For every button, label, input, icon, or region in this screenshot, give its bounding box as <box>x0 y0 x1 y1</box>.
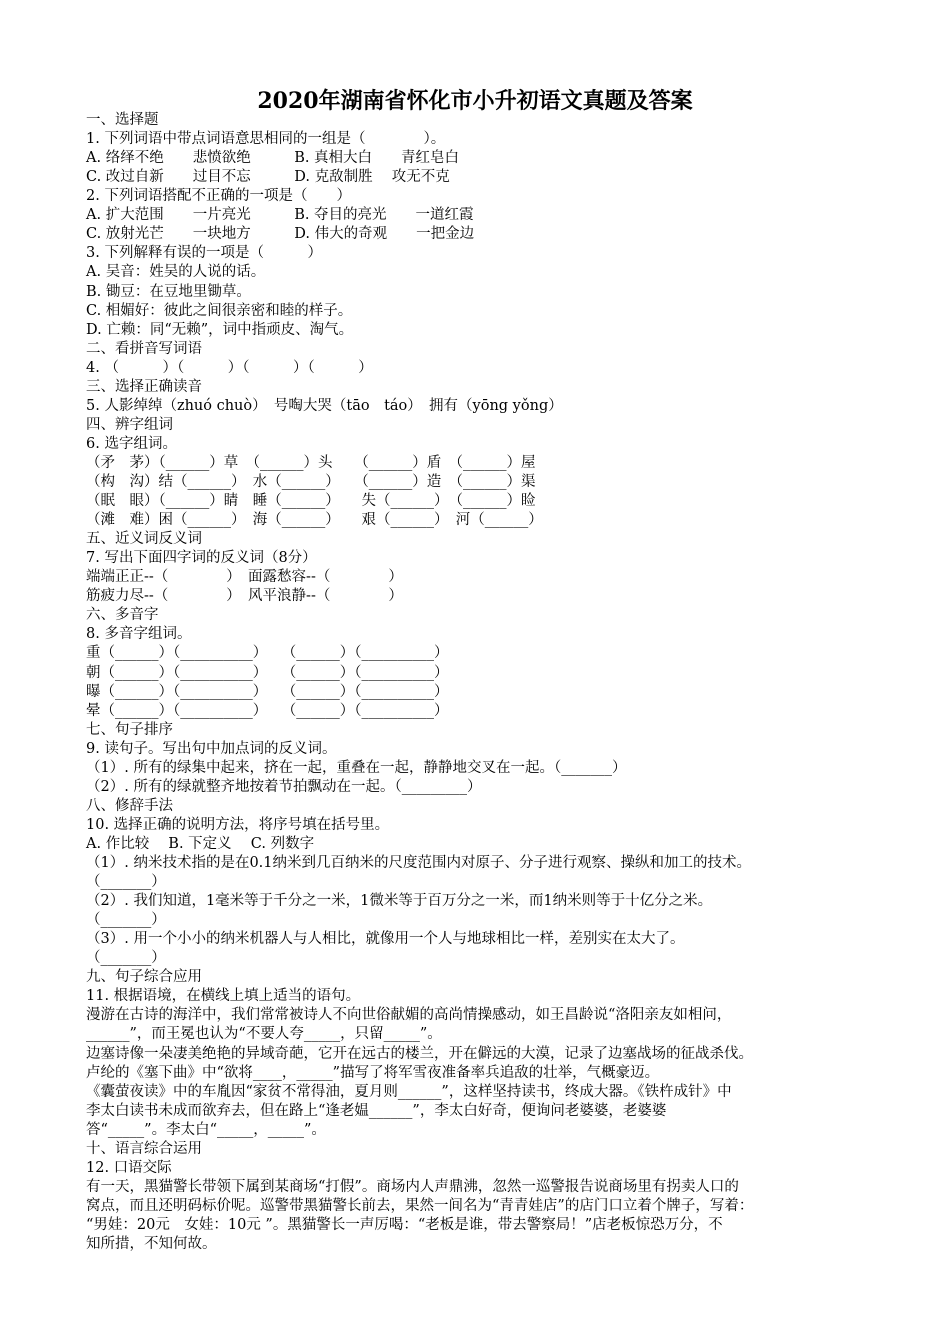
page-title: 2020年湖南省怀化市小升初语文真题及答案 <box>257 88 693 114</box>
text-line: ______”，而王冕也认为“不要人夸_____，只留_____”。 <box>86 1026 442 1043</box>
text-line: （_______） <box>86 950 166 967</box>
text-line: （2）. 所有的绿就整齐地按着节拍飘动在一起。（_________） <box>86 778 482 795</box>
text-line: C. 相媚好：彼此之间很亲密和睦的样子。 <box>86 302 353 319</box>
text-line: 2. 下列词语搭配不正确的一项是（ ） <box>86 188 351 205</box>
text-line: 晕（______）（__________） （______）（__________） <box>86 702 449 719</box>
text-line: 八、修辞手法 <box>86 797 173 814</box>
text-line: （2）. 我们知道，1毫米等于千分之一米，1微米等于百万分之一米，而1纳米则等于十亿分之米。 <box>86 893 713 910</box>
text-line: 李太白读书未成而欲弃去，但在路上“逢老媪______”，李太白好奇，便询问老婆婆，老婆婆 <box>86 1102 667 1119</box>
text-line: 筋疲力尽--（ ） 风平浪静--（ ） <box>86 588 403 605</box>
text-line: 漫游在古诗的海洋中，我们常常被诗人不向世俗献媚的高尚情操感动，如王昌龄说“洛阳亲友如相问， <box>86 1007 732 1024</box>
text-line: 三、选择正确读音 <box>86 378 202 395</box>
text-line: （滩 难）困（______） 海（______） 艰（______） 河（______） <box>86 512 543 529</box>
text-line: （_______） <box>86 912 166 929</box>
text-line: 朝（______）（__________） （______）（__________） <box>86 664 449 681</box>
text-line: B. 锄豆：在豆地里锄草。 <box>86 283 251 300</box>
text-line: 二、看拼音写词语 <box>86 340 202 357</box>
text-line: D. 亡赖：同“无赖”，词中指顽皮、淘气。 <box>86 321 354 338</box>
text-line: 8. 多音字组词。 <box>86 626 192 643</box>
text-line: （眠 眼）（______）睛 睡（______） 失（______） （______）睑 <box>86 493 536 509</box>
text-line: 7. 写出下面四字词的反义词（8分） <box>86 550 317 567</box>
text-line: 曝（______）（__________） （______）（__________） <box>86 683 449 700</box>
text-line: 知所措，不知何故。 <box>86 1236 217 1252</box>
text-line: C. 放射光芒 一块地方 D. 伟大的奇观 一把金边 <box>86 226 475 243</box>
text-line: （3）. 用一个小小的纳米机器人与人相比，就像用一个人与地球相比一样，差别实在太大了。 <box>86 931 685 948</box>
text-line: 七、句子排序 <box>86 721 173 738</box>
text-line: 一、选择题 <box>86 112 159 128</box>
text-line: 四、辨字组词 <box>86 416 173 433</box>
text-line: 《囊萤夜读》中的车胤因“家贫不常得油，夏月则______”，这样坚持读书，终成大器。《铁杵成针》中 <box>86 1083 732 1100</box>
text-line: 10. 选择正确的说明方法，将序号填在括号里。 <box>86 816 390 833</box>
text-line: 边塞诗像一朵凄美绝艳的异域奇葩，它开在远古的楼兰，开在僻远的大漠，记录了边塞战场的征战杀伐。 <box>86 1045 753 1062</box>
text-line: 有一天，黑猫警长带领下属到某商场“打假”。商场内人声鼎沸，忽然一巡警报告说商场里有拐卖人口的 <box>86 1178 739 1195</box>
text-line: 窝点，而且还明码标价呢。巡警带黑猫警长前去，果然一间名为“青青娃店”的店门口立着个牌子，写着： <box>86 1197 754 1214</box>
text-line: 答“_____”。李太白“_____，_____”。 <box>86 1121 326 1138</box>
text-line: A. 作比较 B. 下定义 C. 列数字 <box>86 835 315 852</box>
text-line: A. 扩大范围 一片亮光 B. 夺目的亮光 一道红霞 <box>86 207 474 224</box>
text-line: 9. 读句子。写出句中加点词的反义词。 <box>86 740 337 757</box>
text-line: 五、近义词反义词 <box>86 531 202 548</box>
text-line: A. 吴音：姓吴的人说的话。 <box>86 264 266 281</box>
text-line: A. 络绎不绝 悲愤欲绝 B. 真相大白 青红皂白 <box>86 150 460 167</box>
text-line: （_______） <box>86 874 166 890</box>
text-line: 3. 下列解释有误的一项是（ ） <box>86 245 322 262</box>
text-line: 1. 下列词语中带点词语意思相同的一组是（ ）。 <box>86 131 446 148</box>
text-line: C. 改过自新 过目不忘 D. 克敌制胜 攻无不克 <box>86 169 450 186</box>
text-line: （构 沟）结（______） 水（______） （______）造 （______）渠 <box>86 473 536 490</box>
text-line: 九、句子综合应用 <box>86 969 202 986</box>
text-line: 卢纶的《塞下曲》中“欲将____，_____”描写了将军雪夜准备率兵追敌的壮举，气概豪迈。 <box>86 1064 660 1081</box>
text-line: 六、多音字 <box>86 607 159 624</box>
text-line: 5. 人影绰绰（zhuó chuò） 号啕大哭（tāo táo） 拥有（yōng yǒng） <box>86 397 563 414</box>
text-line: 12. 口语交际 <box>86 1159 172 1176</box>
text-line: 11. 根据语境，在横线上填上适当的语句。 <box>86 988 361 1005</box>
text-line: （矛 茅）（______）草 （______）头 （______）盾 （______）屋 <box>86 454 536 471</box>
text-line: 重（______）（__________） （______）（__________） <box>86 645 449 662</box>
text-line: 十、语言综合运用 <box>86 1140 202 1157</box>
text-line: （1）. 所有的绿集中起来，挤在一起，重叠在一起，静静地交叉在一起。（_______） <box>86 759 627 776</box>
text-line: （1）. 纳米技术指的是在0.1纳米到几百纳米的尺度范围内对原子、分子进行观察、操纵和加工的技术。 <box>86 855 751 871</box>
text-line: 4. （ ）（ ）（ ）（ ） <box>86 359 373 376</box>
text-line: “男娃：20元 女娃：10元 ”。黑猫警长一声厉喝：“老板是谁，带去警察局！”店老板惊恐万分，不 <box>86 1216 723 1233</box>
text-line: 6. 选字组词。 <box>86 435 177 452</box>
text-line: 端端正正--（ ） 面露愁容--（ ） <box>86 569 403 586</box>
